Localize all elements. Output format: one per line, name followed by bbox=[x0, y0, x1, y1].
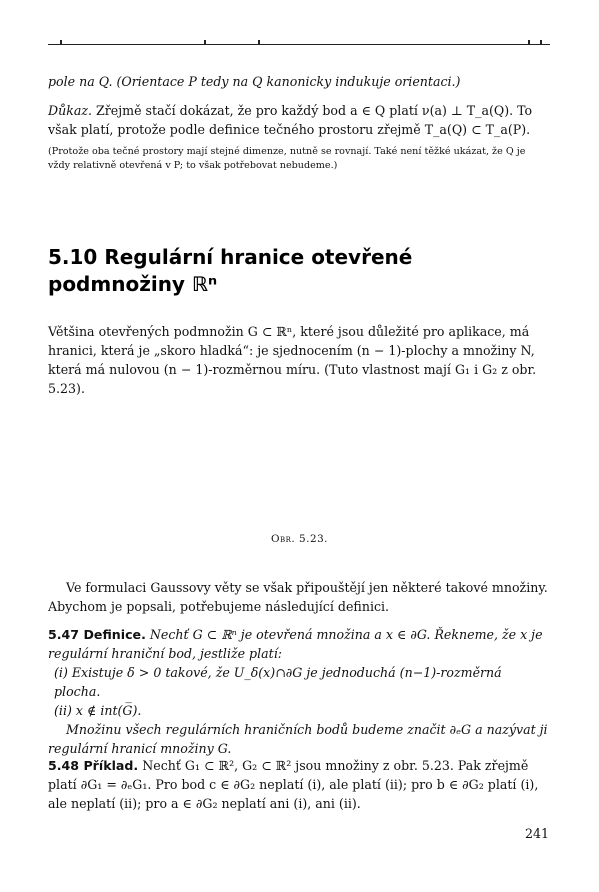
header-tick bbox=[258, 40, 260, 44]
definition-closing: Množinu všech regulárních hraničních bodů budeme značit ∂ₑG a nazývat ji regulární hranicí množiny G. bbox=[48, 722, 548, 756]
figure-5-23 bbox=[48, 380, 550, 520]
intro-paragraph: Většina otevřených podmnožin G ⊂ ℝⁿ, které jsou důležité pro aplikace, má hranici, která je „skoro hladká“: je sjednocením (n − 1)-plochy a množiny N, která má nulovou (n − 1)-rozměrnou míru. (Tuto vlastnost mají G₁ i G₂ z obr. 5.23). bbox=[48, 324, 537, 396]
section-title-part1: Regulární hranice otevřené bbox=[104, 245, 413, 269]
header-rule bbox=[48, 44, 550, 45]
gauss-paragraph: Ve formulaci Gaussovy věty se však připouštějí jen některé takové množiny. Abychom je popsali, potřebujeme následující definici. bbox=[48, 580, 548, 614]
header-tick bbox=[204, 40, 206, 44]
section-heading bbox=[48, 244, 550, 298]
proof-text: Zřejmě stačí dokázat, že pro každý bod a ∈ Q platí ν(a) ⊥ T_a(Q). To však platí, protože podle definice tečného prostoru zřejmě T_a(Q) ⊂ T_a(P). bbox=[48, 103, 533, 137]
proof-block bbox=[48, 101, 550, 139]
definition-text: Nechť G ⊂ ℝⁿ je otevřená množina a x ∈ ∂G. Řekneme, že x je regulární hraniční bod, jestliže platí: bbox=[48, 627, 543, 661]
definition-item-1: (i) Existuje δ > 0 takové, že U_δ(x)∩∂G je jednoduchá (n−1)-rozměrná plocha. bbox=[54, 665, 502, 699]
paragraph-top: pole na Q. (Orientace P tedy na Q kanonicky indukuje orientaci.) bbox=[48, 74, 461, 89]
definition-item-2: (ii) x ∉ int(G̅). bbox=[54, 703, 142, 718]
example-label: 5.48 Příklad. bbox=[48, 758, 139, 773]
header-tick bbox=[540, 40, 542, 44]
definition-label: 5.47 Definice. bbox=[48, 627, 146, 642]
section-title-part2: podmnožiny ℝⁿ bbox=[48, 272, 218, 296]
page-number: 241 bbox=[524, 826, 549, 841]
header-tick bbox=[528, 40, 530, 44]
figure-caption: Obr. 5.23. bbox=[271, 533, 328, 545]
definition-block bbox=[48, 625, 550, 758]
example-text: Nechť G₁ ⊂ ℝ², G₂ ⊂ ℝ² jsou množiny z obr. 5.23. Pak zřejmě platí ∂G₁ = ∂ₑG₁. Pro bod c ∈ ∂G₂ neplatí (i), ale platí (ii); pro b ∈ ∂G₂ platí (i), ale neplatí (ii); pro a ∈ ∂G₂ neplatí ani (i), ani (ii). bbox=[48, 758, 539, 811]
section-number: 5.10 bbox=[48, 245, 98, 269]
proof-label: Důkaz. bbox=[48, 103, 92, 118]
header-tick bbox=[60, 40, 62, 44]
proof-note: (Protože oba tečné prostory mají stejné dimenze, nutně se rovnají. Také není těžké ukázat, že Q je vždy relativně otevřená v P; to však potřebovat nebudeme.) bbox=[48, 146, 526, 171]
example-block bbox=[48, 756, 550, 813]
section-heading-line1 bbox=[48, 244, 550, 271]
